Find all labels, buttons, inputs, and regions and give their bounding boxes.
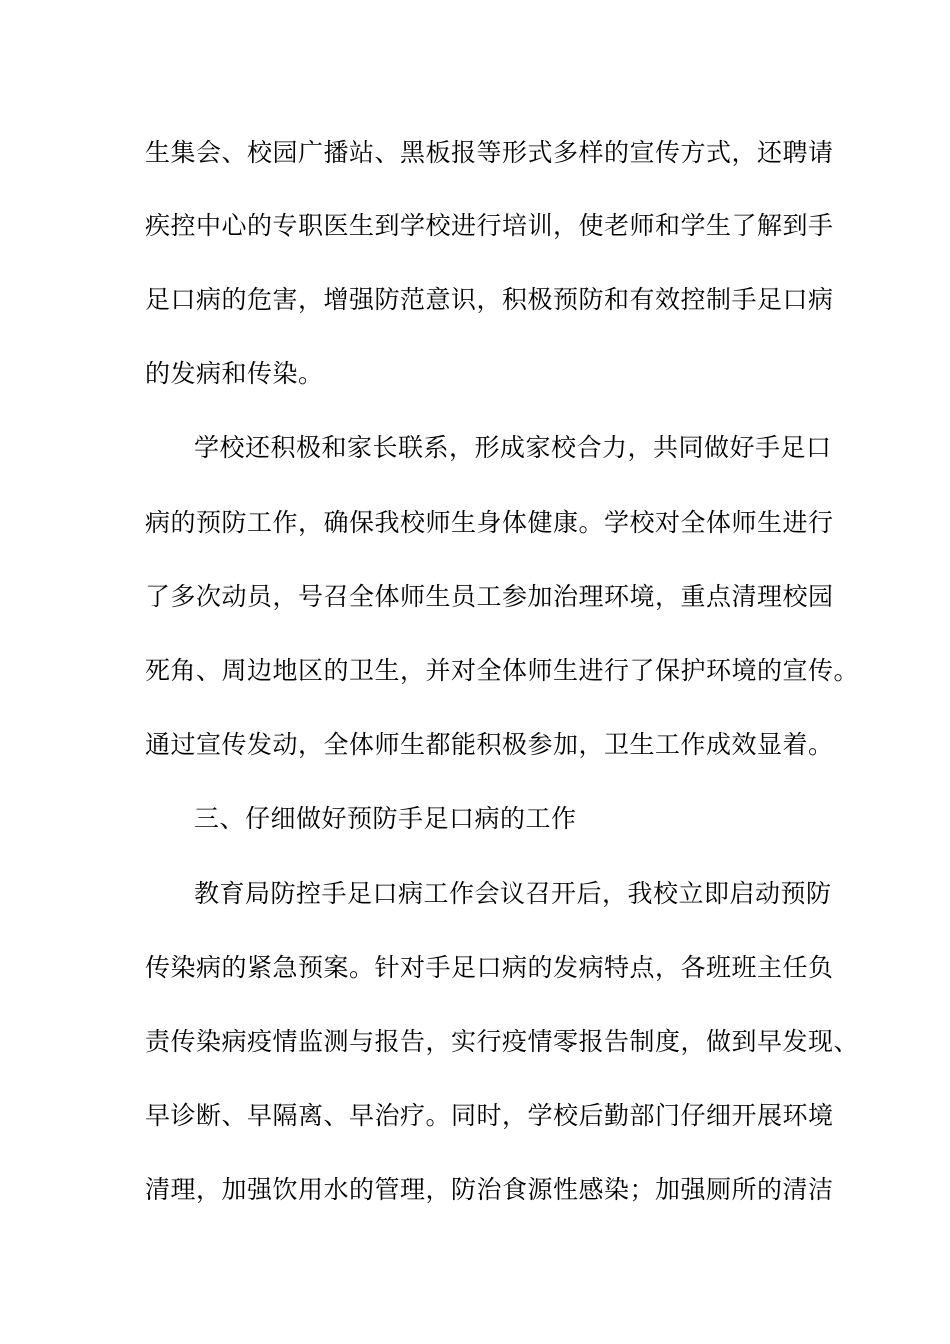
text-line: 早诊断、早隔离、早治疗。同时，学校后勤部门仔细开展环境 — [145, 1101, 834, 1130]
text-line: 了多次动员，号召全体师生员工参加治理环境，重点清理校园 — [145, 582, 834, 611]
text-line: 的发病和传染。 — [145, 359, 324, 388]
text-line: 传染病的紧急预案。针对手足口病的发病特点，各班班主任负 — [145, 953, 834, 982]
text-line: 足口病的危害，增强防范意识，积极预防和有效控制手足口病 — [145, 285, 834, 314]
text-line: 清理，加强饮用水的管理，防治食源性感染；加强厕所的清洁 — [145, 1175, 834, 1204]
text-line: 通过宣传发动，全体师生都能积极参加，卫生工作成效显着。 — [145, 730, 834, 759]
text-line: 生集会、校园广播站、黑板报等形式多样的宣传方式，还聘请 — [145, 138, 834, 167]
text-line: 疾控中心的专职医生到学校进行培训，使老师和学生了解到手 — [145, 211, 834, 240]
paragraph-first-line: 教育局防控手足口病工作会议召开后，我校立即启动预防 — [194, 879, 832, 908]
text-line: 病的预防工作，确保我校师生身体健康。学校对全体师生进行 — [145, 508, 834, 537]
section-heading: 三、仔细做好预防手足口病的工作 — [194, 804, 577, 833]
paragraph-first-line: 学校还积极和家长联系，形成家校合力，共同做好手足口 — [194, 433, 832, 462]
text-line: 死角、周边地区的卫生，并对全体师生进行了保护环境的宣传。 — [145, 656, 860, 685]
text-line: 责传染病疫情监测与报告，实行疫情零报告制度，做到早发现、 — [145, 1027, 860, 1056]
